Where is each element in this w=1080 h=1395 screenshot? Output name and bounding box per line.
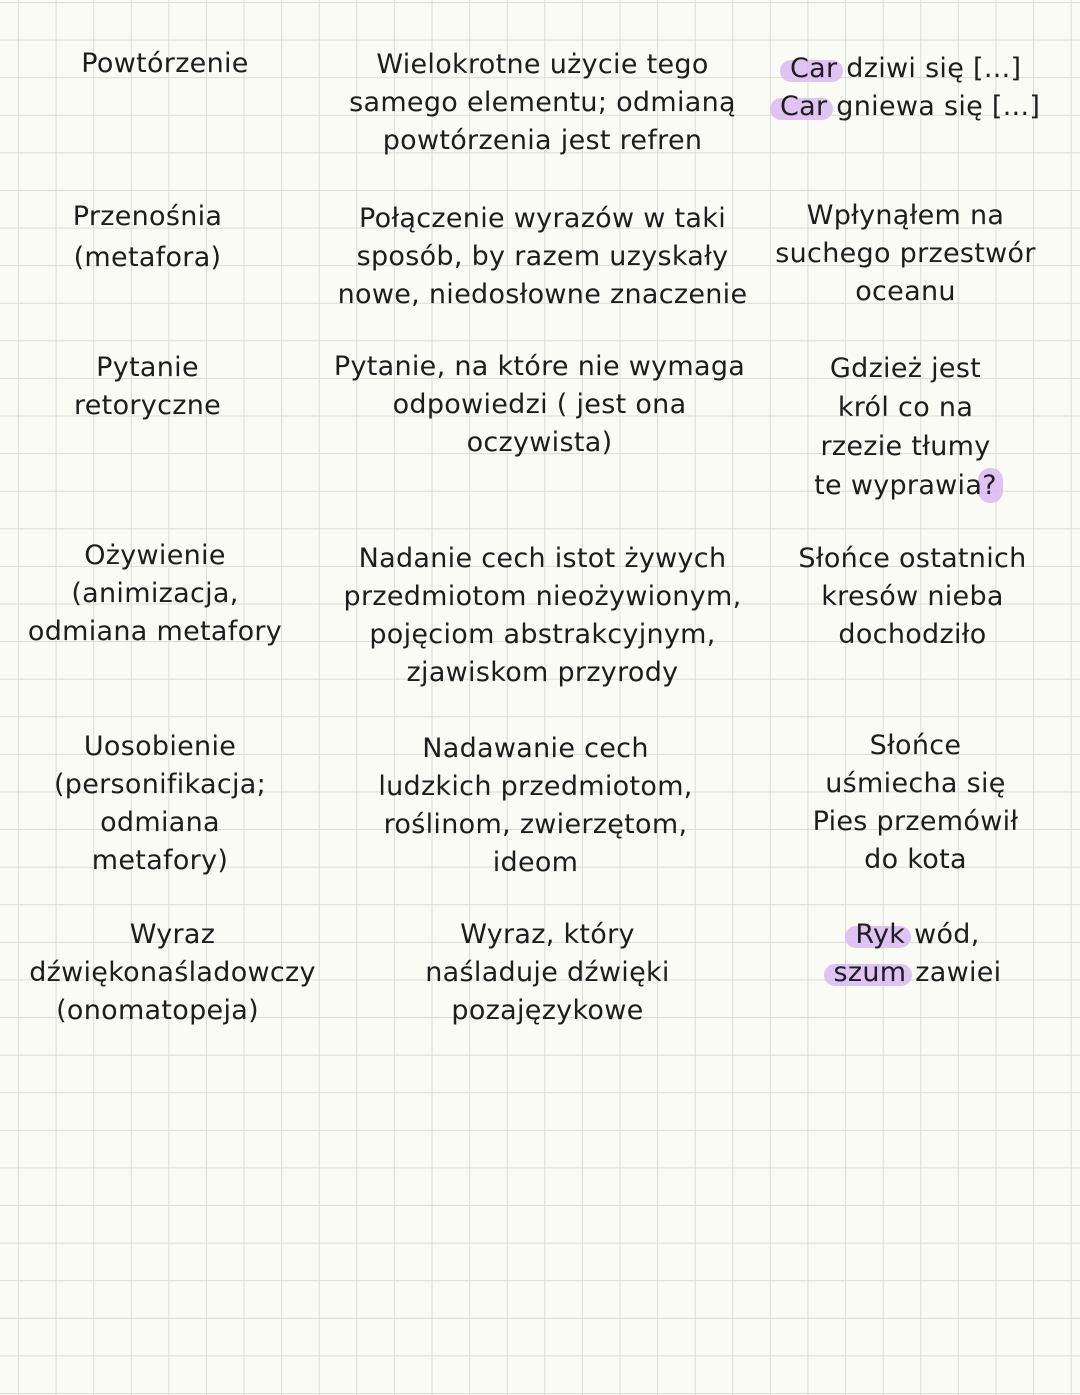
term-line: odmiana — [100, 807, 220, 838]
example-line: Pies przemówił — [812, 806, 1019, 837]
example-przenosnia — [758, 197, 1053, 311]
term-line: (personifikacja; — [53, 769, 267, 800]
highlighted-word: Ryk — [855, 916, 905, 954]
definition-pytanie-retoryczne — [322, 348, 757, 462]
definition-ozywienie — [325, 540, 760, 692]
term-line: Powtórzenie — [81, 48, 249, 79]
definition-line: Nadawanie cech — [422, 733, 649, 764]
example-line: uśmiecha się — [825, 768, 1006, 799]
term-ozywienie — [10, 537, 300, 651]
definition-line: przedmiotom nieożywionym, — [343, 581, 742, 612]
example-pytanie-retoryczne — [758, 349, 1053, 505]
definition-powtorzenie — [325, 46, 760, 160]
example-line: suchego przestwór — [775, 238, 1036, 269]
definition-line: zjawiskom przyrody — [406, 657, 679, 688]
example-line — [770, 916, 1065, 954]
term-line: dźwiękonaśladowczy — [29, 957, 316, 988]
term-pytanie-retoryczne — [0, 349, 295, 425]
term-line: Uosobienie — [83, 731, 237, 762]
definition-line: samego elementu; odmianą — [349, 87, 736, 118]
example-line — [770, 50, 1060, 88]
example-rest: dziwi się [...] — [837, 53, 1022, 84]
example-text: te wyprawia — [814, 470, 983, 501]
example-onomatopeja — [770, 916, 1065, 992]
term-line: retoryczne — [73, 390, 222, 421]
example-ozywienie — [765, 540, 1060, 654]
definition-line: ludzkich przedmiotom, — [378, 771, 693, 802]
definition-line: Wielokrotne użycie tego — [376, 49, 709, 80]
example-line: oceanu — [855, 276, 956, 307]
example-rest: wód, — [905, 919, 980, 950]
term-line: Wyraz — [129, 919, 216, 950]
example-line — [770, 954, 1065, 992]
term-line: odmiana metafory — [27, 616, 283, 647]
definition-line: odpowiedzi ( jest ona — [392, 389, 687, 420]
term-line: (onomatopeja) — [56, 995, 259, 1026]
definition-line: Nadanie cech istot żywych — [358, 543, 727, 574]
example-line: kresów nieba — [821, 581, 1004, 612]
term-line: Pytanie — [96, 352, 199, 383]
definition-line: pojęciom abstrakcyjnym, — [369, 619, 716, 650]
term-line: Przenośnia — [72, 201, 223, 232]
example-powtorzenie — [770, 50, 1060, 126]
term-line: Ożywienie — [84, 540, 226, 571]
definition-line: ideom — [492, 847, 579, 878]
highlighted-question-mark: ? — [982, 466, 997, 505]
example-line: do kota — [864, 844, 967, 875]
example-line: Słońce — [869, 730, 962, 761]
definition-line: powtórzenia jest refren — [382, 125, 703, 156]
term-line: (metafora) — [73, 242, 222, 273]
example-line: Słońce ostatnich — [798, 543, 1027, 574]
term-line: metafory) — [91, 845, 229, 876]
example-rest: zawiei — [906, 957, 1002, 988]
definition-onomatopeja — [330, 916, 765, 1030]
definition-line: naśladuje dźwięki — [425, 957, 670, 988]
example-line: król co na — [837, 392, 974, 423]
definition-line: nowe, niedosłowne znaczenie — [337, 279, 748, 310]
term-uosobienie — [15, 728, 305, 880]
highlighted-word: Car — [790, 50, 837, 88]
definition-line: roślinom, zwierzętom, — [383, 809, 688, 840]
definition-uosobienie — [318, 730, 753, 882]
example-uosobienie — [768, 727, 1063, 879]
term-line: (animizacja, — [71, 578, 239, 609]
definition-przenosnia — [325, 200, 760, 314]
definition-line: Wyraz, który — [460, 919, 635, 950]
example-line: Wpłynąłem na — [806, 200, 1005, 231]
definition-line: pozajęzykowe — [451, 995, 644, 1026]
example-rest: gniewa się [...] — [827, 91, 1041, 122]
definition-line: Połączenie wyrazów w taki — [359, 203, 726, 234]
definition-line: oczywista) — [466, 427, 613, 458]
example-line: dochodziło — [838, 619, 987, 650]
definition-line: sposób, by razem uzyskały — [356, 241, 729, 272]
example-line — [758, 466, 1053, 505]
example-line: rzezie tłumy — [820, 431, 991, 462]
term-powtorzenie — [20, 45, 310, 83]
definition-line: Pytanie, na które nie wymaga — [333, 351, 746, 382]
highlighted-word: Car — [780, 88, 827, 126]
highlighted-word: szum — [834, 954, 907, 992]
example-line — [770, 88, 1060, 126]
example-line: Gdzież jest — [829, 353, 982, 384]
term-przenosnia — [0, 198, 295, 277]
term-onomatopeja — [10, 916, 335, 1030]
